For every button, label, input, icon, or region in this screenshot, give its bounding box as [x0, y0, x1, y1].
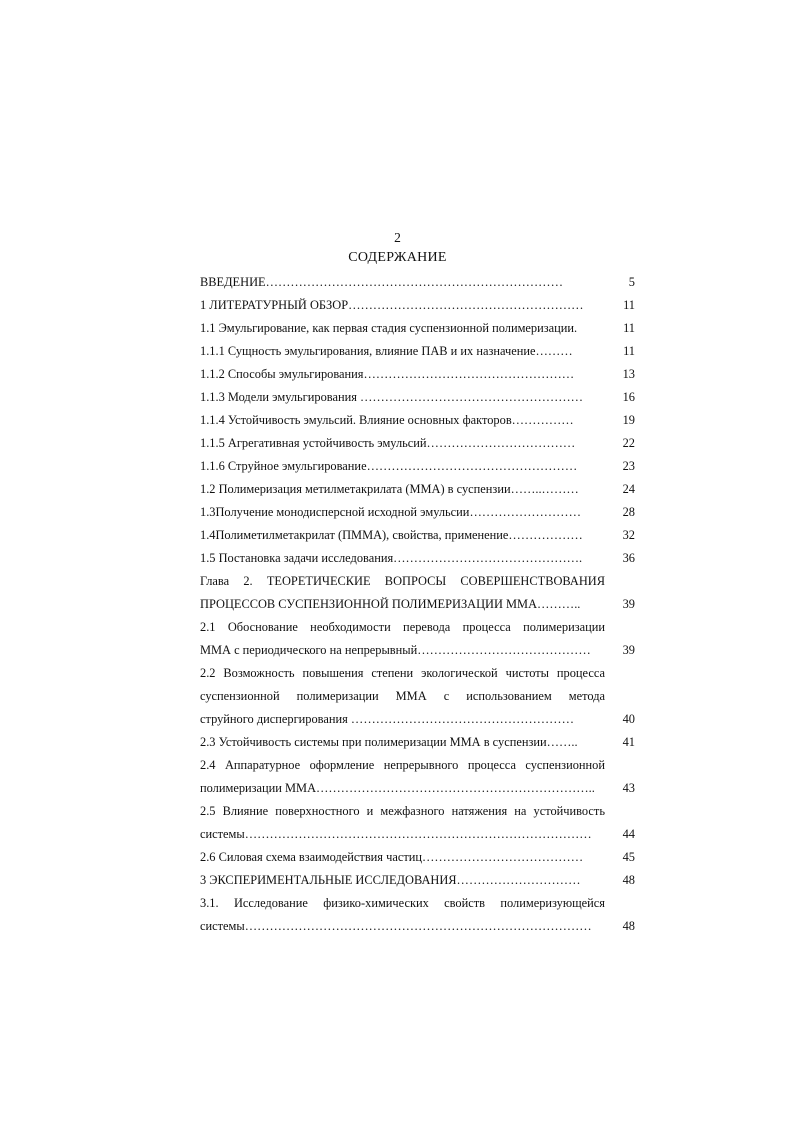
toc-entry-text: полимеризации ММА…………………………………………………………..: [200, 781, 595, 795]
toc-entry[interactable]: [200, 869, 635, 892]
toc-entry-page: 43: [622, 781, 635, 795]
toc-entry-text: 1.4Полиметилметакрилат (ПММА), свойства, применение………………: [200, 528, 583, 542]
toc-entry-page: 44: [622, 827, 635, 841]
toc-entry-page: 48: [622, 873, 635, 887]
toc-entry-page: 28: [622, 505, 635, 519]
toc-entry-text: 1.1 Эмульгирование, как первая стадия суспензионной полимеризации.: [200, 321, 578, 335]
toc-entry-text: 3 ЭКСПЕРИМЕНТАЛЬНЫЕ ИССЛЕДОВАНИЯ…………………………: [200, 873, 581, 887]
toc-entry[interactable]: [200, 800, 635, 846]
toc-entry-text: системы…………………………………………………………………………: [200, 919, 592, 933]
toc-entry[interactable]: [200, 846, 635, 869]
toc-entry[interactable]: [200, 432, 635, 455]
toc-entry[interactable]: [200, 547, 635, 570]
toc-entry[interactable]: [200, 754, 635, 800]
toc-entry-text: 1.1.5 Агрегативная устойчивость эмульсий………………………………: [200, 436, 576, 450]
toc-entry[interactable]: [200, 478, 635, 501]
toc-entry-text: 2.4 Аппаратурное оформление непрерывного процесса суспензионной: [200, 758, 605, 772]
toc-entry-page: 16: [622, 390, 635, 404]
toc-entry-text: 1.1.1 Сущность эмульгирования, влияние ПАВ и их назначение………: [200, 344, 573, 358]
toc-entry-page: 39: [622, 643, 635, 657]
toc-entry-text: 1.3Получение монодисперсной исходной эмульсии………………………: [200, 505, 581, 519]
toc-entry-text: ВВЕДЕНИЕ………………………………………………………………: [200, 275, 563, 289]
toc-entry-text: 1.2 Полимеризация метилметакрилата (ММА) в суспензии……..………: [200, 482, 579, 496]
toc-entry[interactable]: [200, 455, 635, 478]
toc-entry-page: 48: [622, 919, 635, 933]
toc-entry-page: 24: [622, 482, 635, 496]
toc-entry-text: системы…………………………………………………………………………: [200, 827, 592, 841]
page-number: 2: [394, 230, 401, 245]
toc-entry[interactable]: [200, 386, 635, 409]
toc-entry[interactable]: [200, 409, 635, 432]
toc-entry-page: 22: [622, 436, 635, 450]
toc-entry[interactable]: [200, 524, 635, 547]
toc-entry-text: Глава 2. ТЕОРЕТИЧЕСКИЕ ВОПРОСЫ СОВЕРШЕНСТВОВАНИЯ: [200, 574, 605, 588]
toc-entry-text: суспензионной полимеризации ММА с использованием метода: [200, 689, 605, 703]
toc-entry[interactable]: [200, 892, 635, 938]
page-title: СОДЕРЖАНИЕ: [348, 250, 447, 265]
toc-entry[interactable]: [200, 662, 635, 731]
toc-entry-text: 1.1.2 Способы эмульгирования……………………………………………: [200, 367, 575, 381]
toc-entry-text: струйного диспергирования ………………………………………………: [200, 712, 574, 726]
toc-entry-page: 19: [622, 413, 635, 427]
toc-entry-page: 13: [622, 367, 635, 381]
toc-entry[interactable]: [200, 616, 635, 662]
toc-entry-text: ММА с периодического на непрерывный……………………………………: [200, 643, 591, 657]
toc-entry[interactable]: [200, 501, 635, 524]
toc-entry-text: 1.1.3 Модели эмульгирования ………………………………………………: [200, 390, 584, 404]
toc-entry[interactable]: [200, 570, 635, 616]
toc-entry-page: 40: [622, 712, 635, 726]
toc-entry-page: 5: [628, 275, 635, 289]
toc-entry-page: 32: [622, 528, 635, 542]
toc-entry-text: 1.1.4 Устойчивость эмульсий. Влияние основных факторов……………: [200, 413, 574, 427]
toc-entry-page: 11: [623, 344, 635, 358]
toc-entry[interactable]: [200, 294, 635, 317]
toc-entry-text: 2.1 Обоснование необходимости перевода процесса полимеризации: [200, 620, 605, 634]
toc-entry-page: 45: [622, 850, 635, 864]
toc-entry-text: 2.6 Силовая схема взаимодействия частиц…………………………………: [200, 850, 584, 864]
toc-entry[interactable]: [200, 731, 635, 754]
toc-entry[interactable]: [200, 363, 635, 386]
toc-entry-text: 2.3 Устойчивость системы при полимеризации ММА в суспензии……..: [200, 735, 578, 749]
toc-entry-page: 11: [623, 298, 635, 312]
toc-entry[interactable]: [200, 317, 635, 340]
table-of-contents: [200, 271, 635, 938]
toc-entry-text: 2.5 Влияние поверхностного и межфазного натяжения на устойчивость: [200, 804, 605, 818]
toc-entry-text: 1.1.6 Струйное эмульгирование……………………………………………: [200, 459, 578, 473]
toc-entry[interactable]: [200, 340, 635, 363]
toc-entry-text: 1.5 Постановка задачи исследования……………………………………….: [200, 551, 583, 565]
toc-entry[interactable]: [200, 271, 635, 294]
toc-entry-page: 36: [622, 551, 635, 565]
toc-entry-page: 11: [623, 321, 635, 335]
toc-entry-page: 39: [622, 597, 635, 611]
toc-entry-text: 2.2 Возможность повышения степени экологической чистоты процесса: [200, 666, 605, 680]
toc-entry-page: 41: [622, 735, 635, 749]
toc-entry-text: 3.1. Исследование физико-химических свойств полимеризующейся: [200, 896, 605, 910]
toc-entry-page: 23: [622, 459, 635, 473]
toc-entry-text: ПРОЦЕССОВ СУСПЕНЗИОННОЙ ПОЛИМЕРИЗАЦИИ ММА………..: [200, 597, 581, 611]
toc-entry-text: 1 ЛИТЕРАТУРНЫЙ ОБЗОР…………………………………………………: [200, 298, 584, 312]
